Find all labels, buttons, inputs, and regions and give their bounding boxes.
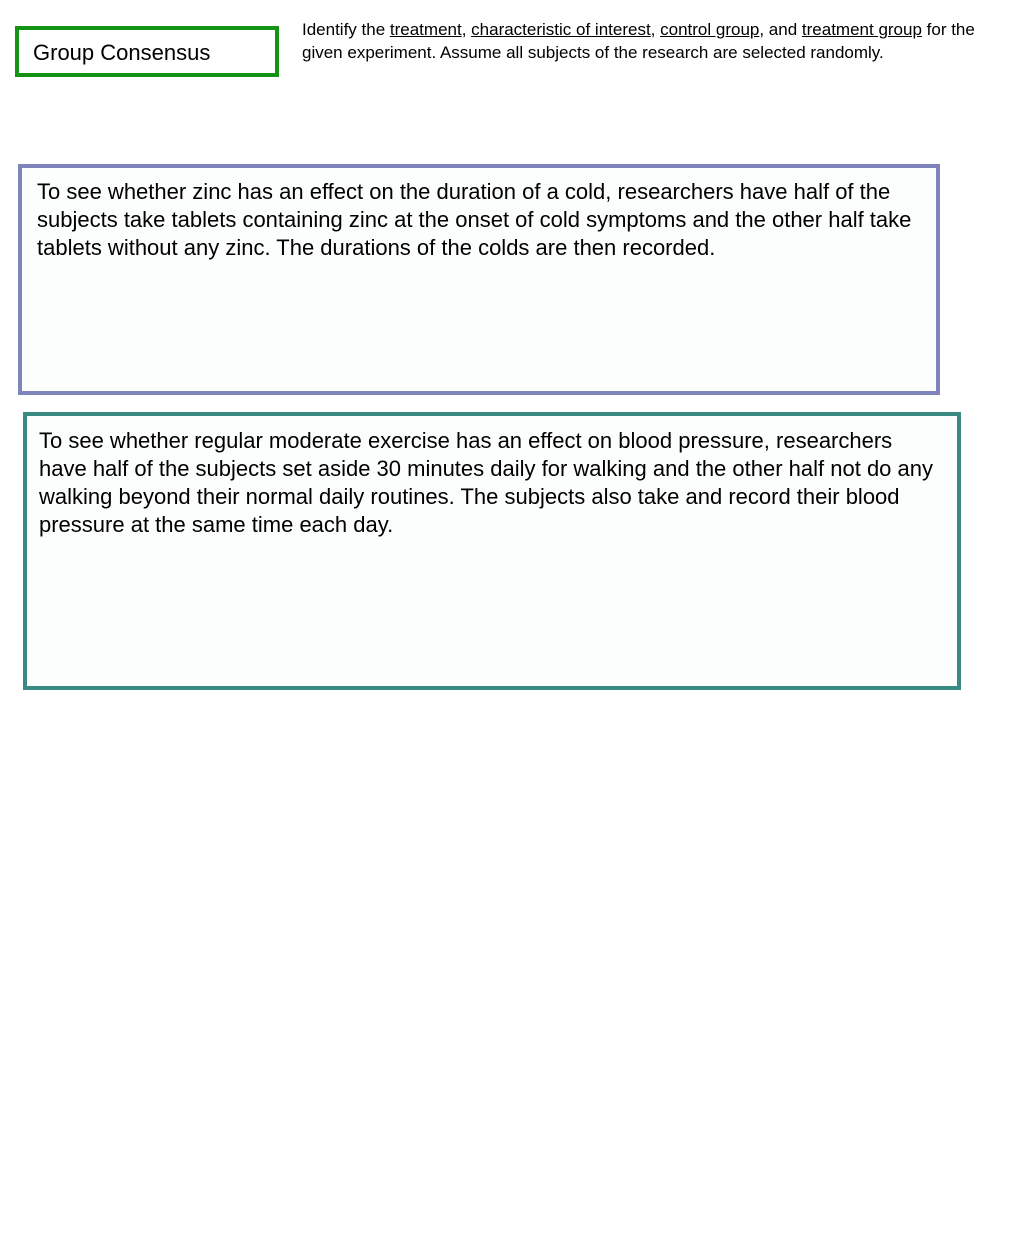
term-characteristic-of-interest: characteristic of interest bbox=[471, 20, 651, 39]
term-treatment-group: treatment group bbox=[801, 20, 922, 39]
instructions-sep-3: , and bbox=[759, 20, 802, 39]
problem-text-zinc: To see whether zinc has an effect on the duration of a cold, researchers have half of the subjects take tablets containing zinc at the onset of cold symptoms and the other half take tablets without any zinc. The durations of the colds are then recorded. bbox=[37, 179, 912, 260]
instructions-sep-2: , bbox=[650, 20, 661, 39]
problem-box-zinc bbox=[18, 164, 940, 395]
instructions-sep-1: , bbox=[461, 20, 472, 39]
problem-text-exercise: To see whether regular moderate exercise has an effect on blood pressure, researchers have half of the subjects set aside 30 minutes daily for walking and the other half not do any walking beyond their normal daily routines. The subjects also take and record their blood pressure at the same time each day. bbox=[39, 428, 933, 537]
term-treatment: treatment bbox=[389, 20, 462, 39]
group-consensus-label: Group Consensus bbox=[33, 40, 211, 65]
group-consensus-box bbox=[15, 26, 279, 77]
instructions-text bbox=[302, 18, 1002, 64]
instructions-prefix: Identify the bbox=[302, 20, 390, 39]
problem-box-exercise bbox=[23, 412, 961, 690]
instructions-suffix: for the given experiment. Assume all subjects of the research are selected randomly. bbox=[302, 20, 975, 62]
term-control-group: control group bbox=[660, 20, 760, 39]
